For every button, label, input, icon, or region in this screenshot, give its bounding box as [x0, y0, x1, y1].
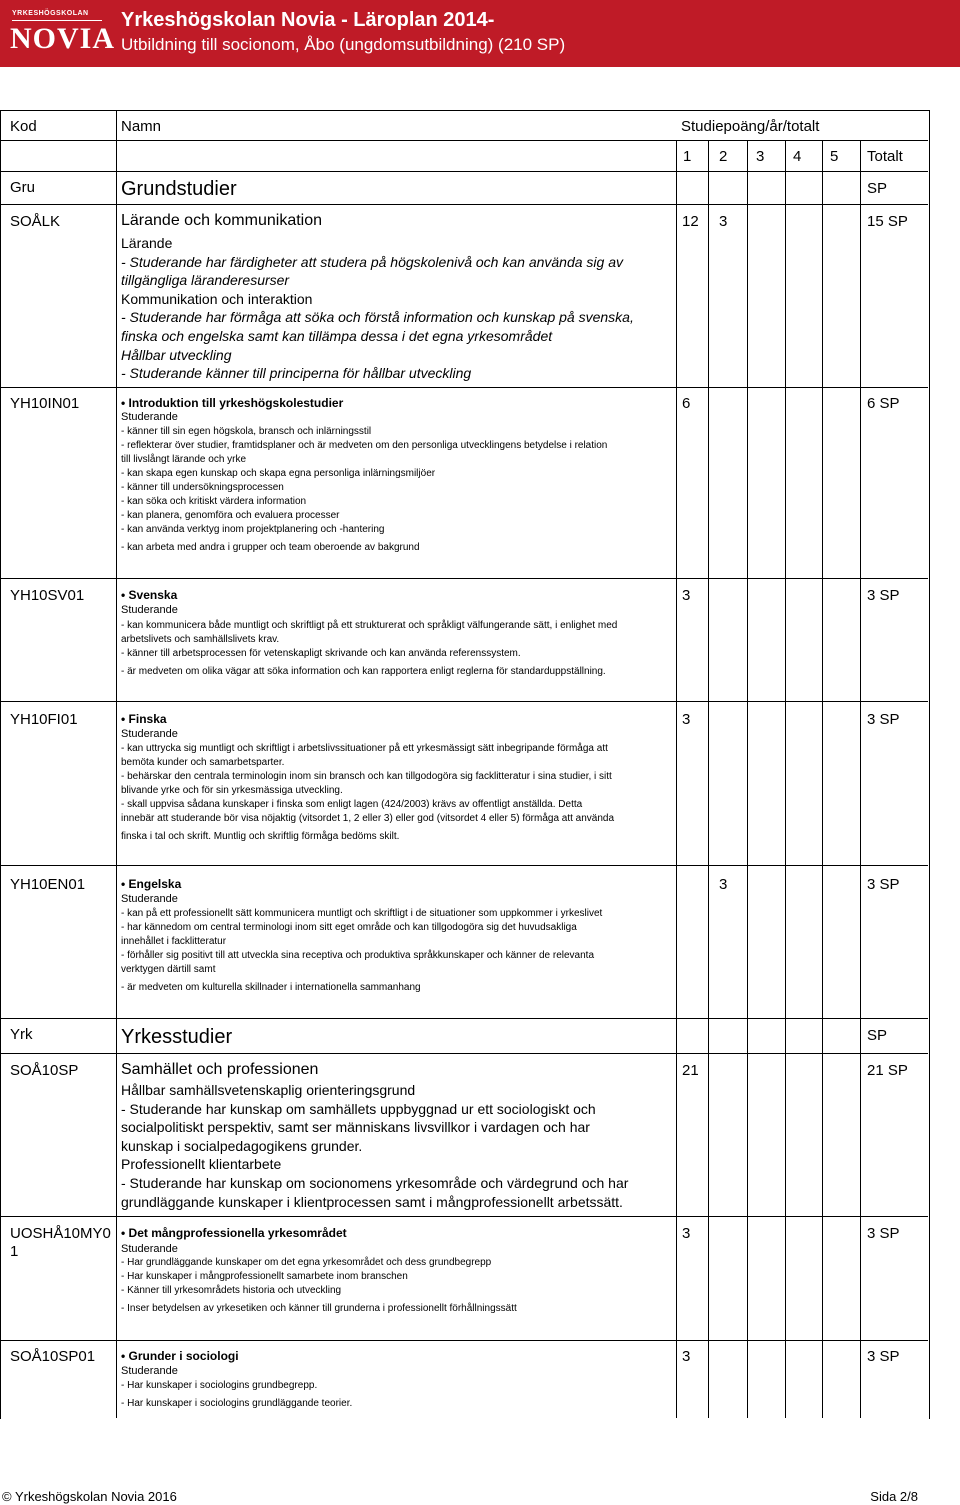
- course-title: • Introduktion till yrkeshögskolestudier: [121, 396, 344, 410]
- col-divider: [676, 140, 677, 1418]
- course-outcomes: - känner till sin egen högskola, bransch och inlärningsstil - reflekterar över studier, framtidsplaner och är medveten om den personliga utvecklingens betydelse i relation till livslångt lärande och yrke - kan skapa egen kunskap och skapa egna personliga inlärningsmiljöer - känner till undersökningsprocessen - kan söka och kritiskt värdera information - kan planera, genomföra och evaluera processer - kan använda verktyg inom projektplanering och -hantering - kan arbeta med andra i grupper och team oberoende av bakgrund: [121, 426, 608, 553]
- course-description: Hållbar samhällsvetenskaplig orienteringsgrund - Studerande har kunskap om samhällets uppbyggnad ur ett sociologiskt och socialpolitiskt perspektiv, samt ser människans livsvillkor i vardagen och har kunskap i socialpedagogikens grunder. Professionellt klientarbete - Studerande har kunskap om socionomens yrkesområde och värdegrund och har grundläggande kunskaper i klientprocessen samt i mångprofessionellt arbetssätt.: [121, 1082, 629, 1210]
- course-description: Studerande: [121, 893, 178, 905]
- section-title: Grundstudier: [121, 178, 237, 200]
- course-code: SOÅ10SP: [10, 1062, 79, 1079]
- course-description: Studerande: [121, 1365, 178, 1377]
- course-title: • Det mångprofessionella yrkesområdet: [121, 1226, 347, 1240]
- header-namn: Namn: [121, 118, 162, 135]
- course-title: • Engelska: [121, 877, 182, 891]
- credits-total: 3 SP: [867, 587, 900, 604]
- credits-total: 3 SP: [867, 876, 900, 893]
- credits-total: 15 SP: [867, 213, 908, 230]
- row-divider: [0, 1053, 928, 1054]
- section-title: Yrkesstudier: [121, 1026, 233, 1048]
- course-title: • Svenska: [121, 588, 178, 602]
- header-year-2: 2: [719, 148, 728, 165]
- col-divider: [116, 110, 117, 1418]
- row-divider: [0, 701, 928, 702]
- credits-year-1: 6: [682, 395, 691, 412]
- col-divider: [747, 140, 748, 1418]
- row-divider: [0, 1340, 928, 1341]
- course-outcomes: - kan uttrycka sig muntligt och skriftligt i arbetslivssituationer på ett yrkesmässigt sätt inbegripande förmåga att bemöta kunder och samarbetsparter. - behärskar den centrala terminologin inom sin bransch och kan tillgodogöra sig facklitteratur i sina studier, i sitt blivande yrke och för sin yrkesmässiga utveckling. - skall uppvisa sådana kunskaper i finska som enligt lagen (424/2003) krävs av offentligt anställda. Detta innebär att studerande bör visa nöjaktig (vitsordet 1, 2 eller 3) eller god (vitsordet 4 eller 5) förmåga att använda finska i tal och skrift. Muntlig och skriftlig förmåga bedöms skilt.: [121, 743, 615, 842]
- course-description: Studerande: [121, 411, 178, 423]
- logo-divider: [12, 20, 102, 21]
- header-kod: Kod: [10, 118, 37, 135]
- row-divider: [0, 865, 928, 866]
- row-divider: [0, 387, 928, 388]
- course-description: Studerande: [121, 1243, 178, 1255]
- col-divider: [822, 140, 823, 1418]
- novia-logo: YRKESHÖGSKOLAN NOVIA: [10, 10, 116, 55]
- document-subtitle: Utbildning till socionom, Åbo (ungdomsutbildning) (210 SP): [121, 35, 566, 54]
- header-year-1: 1: [683, 148, 692, 165]
- section-code: Yrk: [10, 1026, 33, 1043]
- header-banner: [0, 0, 960, 67]
- header-studiepoang: Studiepoäng/år/totalt: [681, 118, 820, 135]
- course-description: Studerande: [121, 604, 178, 616]
- course-title: Samhället och professionen: [121, 1061, 319, 1078]
- row-divider: [0, 1018, 928, 1019]
- course-code: YH10IN01: [10, 395, 80, 412]
- course-outcomes: - Har grundläggande kunskaper om det egna yrkesområdet och dess grundbegrepp - Har kunskaper i mångprofessionellt samarbete inom branschen - Känner till yrkesområdets historia och utveckling - Inser betydelsen av yrkesetiken och känner till grunderna i professionellt förhållningssätt: [121, 1257, 517, 1314]
- row-divider: [0, 140, 928, 141]
- col-divider: [785, 140, 786, 1418]
- col-divider: [708, 140, 709, 1418]
- credits-total: 21 SP: [867, 1062, 908, 1079]
- credits-year-1: 3: [682, 711, 691, 728]
- course-outcomes: - kan på ett professionellt sätt kommunicera muntligt och skriftligt i de situationer som uppkommer i yrkeslivet - har kännedom om central terminologi inom sitt eget område och kan tillgodogöra sig det huvudsakliga innehållet i facklitteratur - förhåller sig positivt till att utveckla sina receptiva och produktiva språkkunskaper och känner de relevanta verktygen därtill samt - är medveten om kulturella skillnader i internationella sammanhang: [121, 908, 603, 993]
- credits-year-1: 3: [682, 1225, 691, 1242]
- header-totalt: Totalt: [867, 148, 903, 165]
- credits-year-1: 12: [682, 213, 699, 230]
- credits-year-2: 3: [719, 876, 728, 893]
- document-title: Yrkeshögskolan Novia - Läroplan 2014-: [121, 9, 495, 31]
- course-title: Lärande och kommunikation: [121, 212, 323, 229]
- course-title: • Grunder i sociologi: [121, 1349, 239, 1363]
- course-description: Studerande: [121, 728, 178, 740]
- course-code: YH10EN01: [10, 876, 86, 893]
- credits-year-1: 3: [682, 587, 691, 604]
- credits-year-1: 21: [682, 1062, 699, 1079]
- course-description: Lärande - Studerande har färdigheter att studera på högskolenivå och kan använda sig av tillgängliga läranderesurser Kommunikation och interaktion - Studerande har förmåga att söka och förstå information och kunskap på svenska, finska och engelska samt kan tillämpa dessa i det egna yrkesområdet Hållbar utveckling - Studerande känner till principerna för hållbar utveckling: [121, 235, 634, 382]
- course-outcomes: - kan kommunicera både muntligt och skriftligt på ett strukturerat och språkligt välfungerande sätt, i enlighet med arbetslivets och samhällslivets krav. - känner till arbetsprocessen för vetenskapligt skrivande och kan använda referenssystem. - är medveten om olika vägar att söka information och kan rapportera enligt reglerna för standarduppställning.: [121, 620, 618, 677]
- credits-year-1: 3: [682, 1348, 691, 1365]
- course-code: YH10FI01: [10, 711, 78, 728]
- credits-total: 3 SP: [867, 1225, 900, 1242]
- course-title: • Finska: [121, 712, 167, 726]
- credits-year-2: 3: [719, 213, 728, 230]
- header-year-3: 3: [756, 148, 765, 165]
- header-year-4: 4: [793, 148, 802, 165]
- footer-copyright: © Yrkeshögskolan Novia 2016: [2, 1489, 177, 1504]
- course-code: SOÅLK: [10, 213, 61, 230]
- course-code: SOÅ10SP01: [10, 1348, 96, 1365]
- course-code: YH10SV01: [10, 587, 85, 604]
- header-year-5: 5: [830, 148, 839, 165]
- credits-total: 6 SP: [867, 395, 900, 412]
- credits-total: 3 SP: [867, 1348, 900, 1365]
- course-outcomes: - Har kunskaper i sociologins grundbegrepp. - Har kunskaper i sociologins grundläggande teorier.: [121, 1380, 353, 1409]
- credits-total: 3 SP: [867, 711, 900, 728]
- section-code: Gru: [10, 179, 36, 196]
- section-sp: SP: [867, 1027, 888, 1044]
- footer-page-number: Sida 2/8: [870, 1489, 918, 1504]
- col-divider: [860, 140, 861, 1418]
- row-divider: [0, 171, 928, 172]
- section-sp: SP: [867, 180, 888, 197]
- row-divider: [0, 204, 928, 205]
- course-code: UOSHÅ10MY0 1: [10, 1225, 111, 1260]
- row-divider: [0, 578, 928, 579]
- row-divider: [0, 1216, 928, 1217]
